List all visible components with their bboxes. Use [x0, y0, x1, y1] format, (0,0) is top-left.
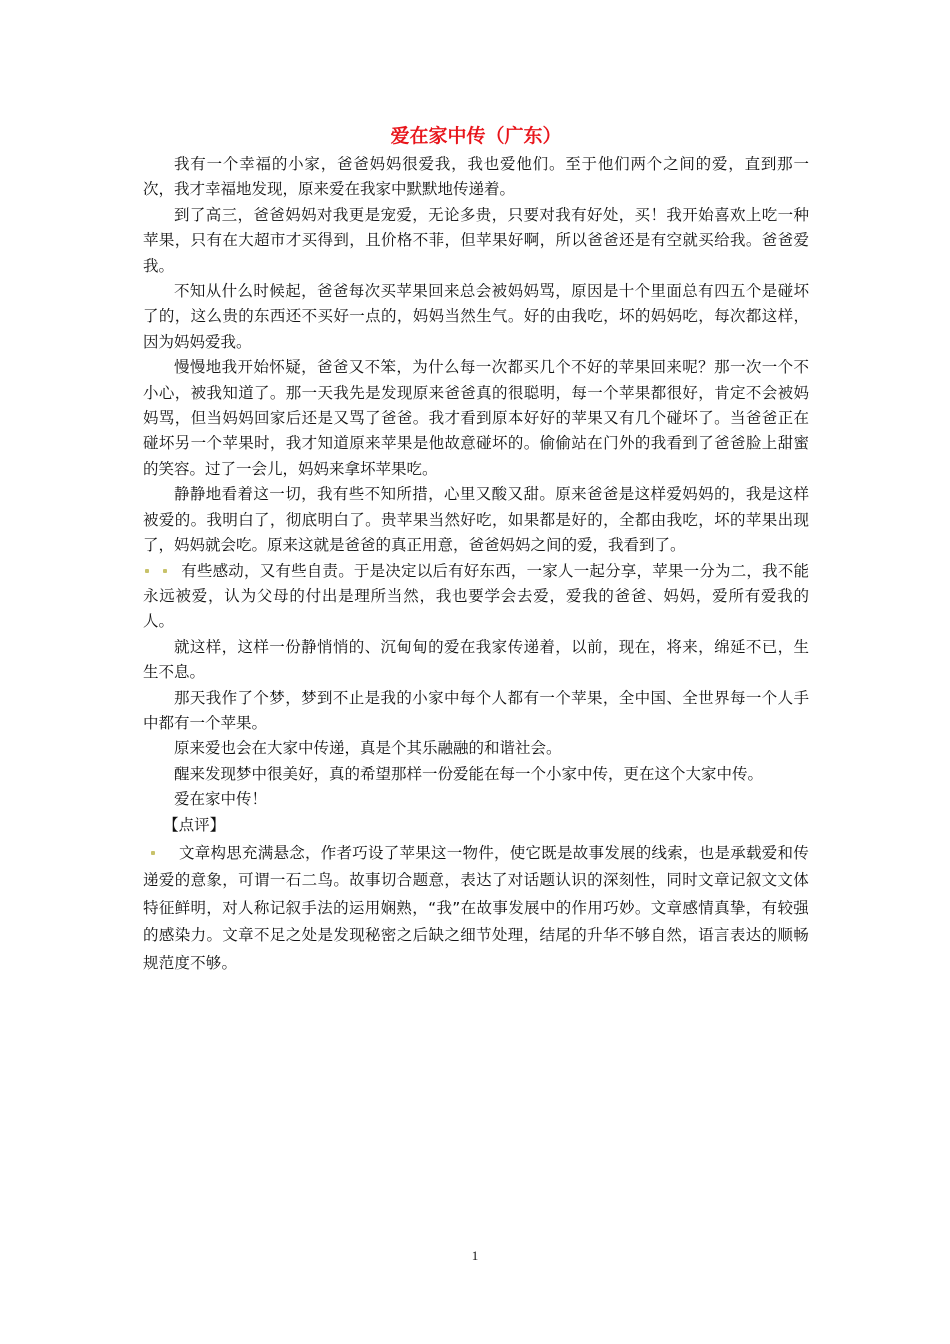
paragraph-6: 有些感动，又有些自责。于是决定以后有好东西，一家人一起分享，苹果一分为二，我不能永远被爱，认为父母的付出是理所当然，我也要学会去爱，爱我的爸爸、妈妈，爱所有爱我的人。 — [143, 561, 809, 631]
comment-heading: 【点评】 — [163, 815, 226, 834]
paragraph-1: 我有一个幸福的小家，爸爸妈妈很爱我，我也爱他们。至于他们两个之间的爱，直到那一次，我才幸福地发现，原来爱在我家中默默地传递着。 — [143, 155, 809, 199]
paragraph-8: 那天我作了个梦，梦到不止是我的小家中每个人都有一个苹果，全中国、全世界每一个人手中都有一个苹果。 — [143, 688, 809, 732]
comment-wrapper — [143, 840, 809, 978]
paragraph-2: 到了高三，爸爸妈妈对我更是宠爱，无论多贵，只要对我有好处，买！我开始喜欢上吃一种苹果，只有在大超市才买得到，且价格不菲，但苹果好啊，所以爸爸还是有空就买给我。爸爸爱我。 — [143, 205, 809, 275]
page-number: 1 — [471, 1248, 479, 1263]
paragraph-10: 醒来发现梦中很美好，真的希望那样一份爱能在每一个小家中传，更在这个大家中传。 — [174, 764, 764, 783]
paragraph-7: 就这样，这样一份静悄悄的、沉甸甸的爱在我家传递着，以前，现在，将来，绵延不已，生生不息。 — [143, 637, 809, 682]
paragraph-4: 慢慢地我开始怀疑，爸爸又不笨，为什么每一次都买几个不好的苹果回来呢？那一次一个不小心，被我知道了。那一天我先是发现原来爸爸真的很聪明，每一个苹果都很好，肯定不会被妈妈骂，但当妈妈回家后还是又骂了爸爸。我才看到原本好好的苹果又有几个碰坏了。当爸爸正在碰坏另一个苹果时，我才知道原来苹果是他故意碰坏的。偷偷站在门外的我看到了爸爸脸上甜蜜的笑容。过了一会儿，妈妈来拿坏苹果吃。 — [143, 358, 809, 478]
paragraph-5: 静静地看着这一切，我有些不知所措，心里又酸又甜。原来爸爸是这样爱妈妈的，我是这样被爱的。我明白了，彻底明白了。贵苹果当然好吃，如果都是好的，全都由我吃，坏的苹果出现了，妈妈就会吃。原来这就是爸爸的真正用意，爸爸妈妈之间的爱，我看到了。 — [143, 485, 809, 555]
paragraph-3: 不知从什么时候起，爸爸每次买苹果回来总会被妈妈骂，原因是十个里面总有四五个是碰坏了的，这么贵的东西还不买好一点的，妈妈当然生气。好的由我吃，坏的妈妈吃，每次都这样，因为妈妈爱我。 — [143, 282, 809, 351]
document-body — [143, 122, 809, 977]
comment-text: 文章构思充满悬念，作者巧设了苹果这一物件，使它既是故事发展的线索，也是承载爱和传递爱的意象，可谓一石二鸟。故事切合题意，表达了对话题认识的深刻性，同时文章记叙文文体特征鲜明，对人称记叙手法的运用娴熟，“我”在故事发展中的作用巧妙。文章感情真挚，有较强的感染力。文章不足之处是发现秘密之后缺之细节处理，结尾的升华不够自然，语言表达的顺畅规范度不够。 — [143, 843, 809, 972]
document-title: 爱在家中传（广东） — [390, 125, 562, 147]
paragraph-6-wrapper — [143, 559, 809, 635]
paragraph-11: 爱在家中传！ — [174, 790, 268, 809]
paragraph-9: 原来爱也会在大家中传递，真是个其乐融融的和谐社会。 — [174, 739, 562, 758]
